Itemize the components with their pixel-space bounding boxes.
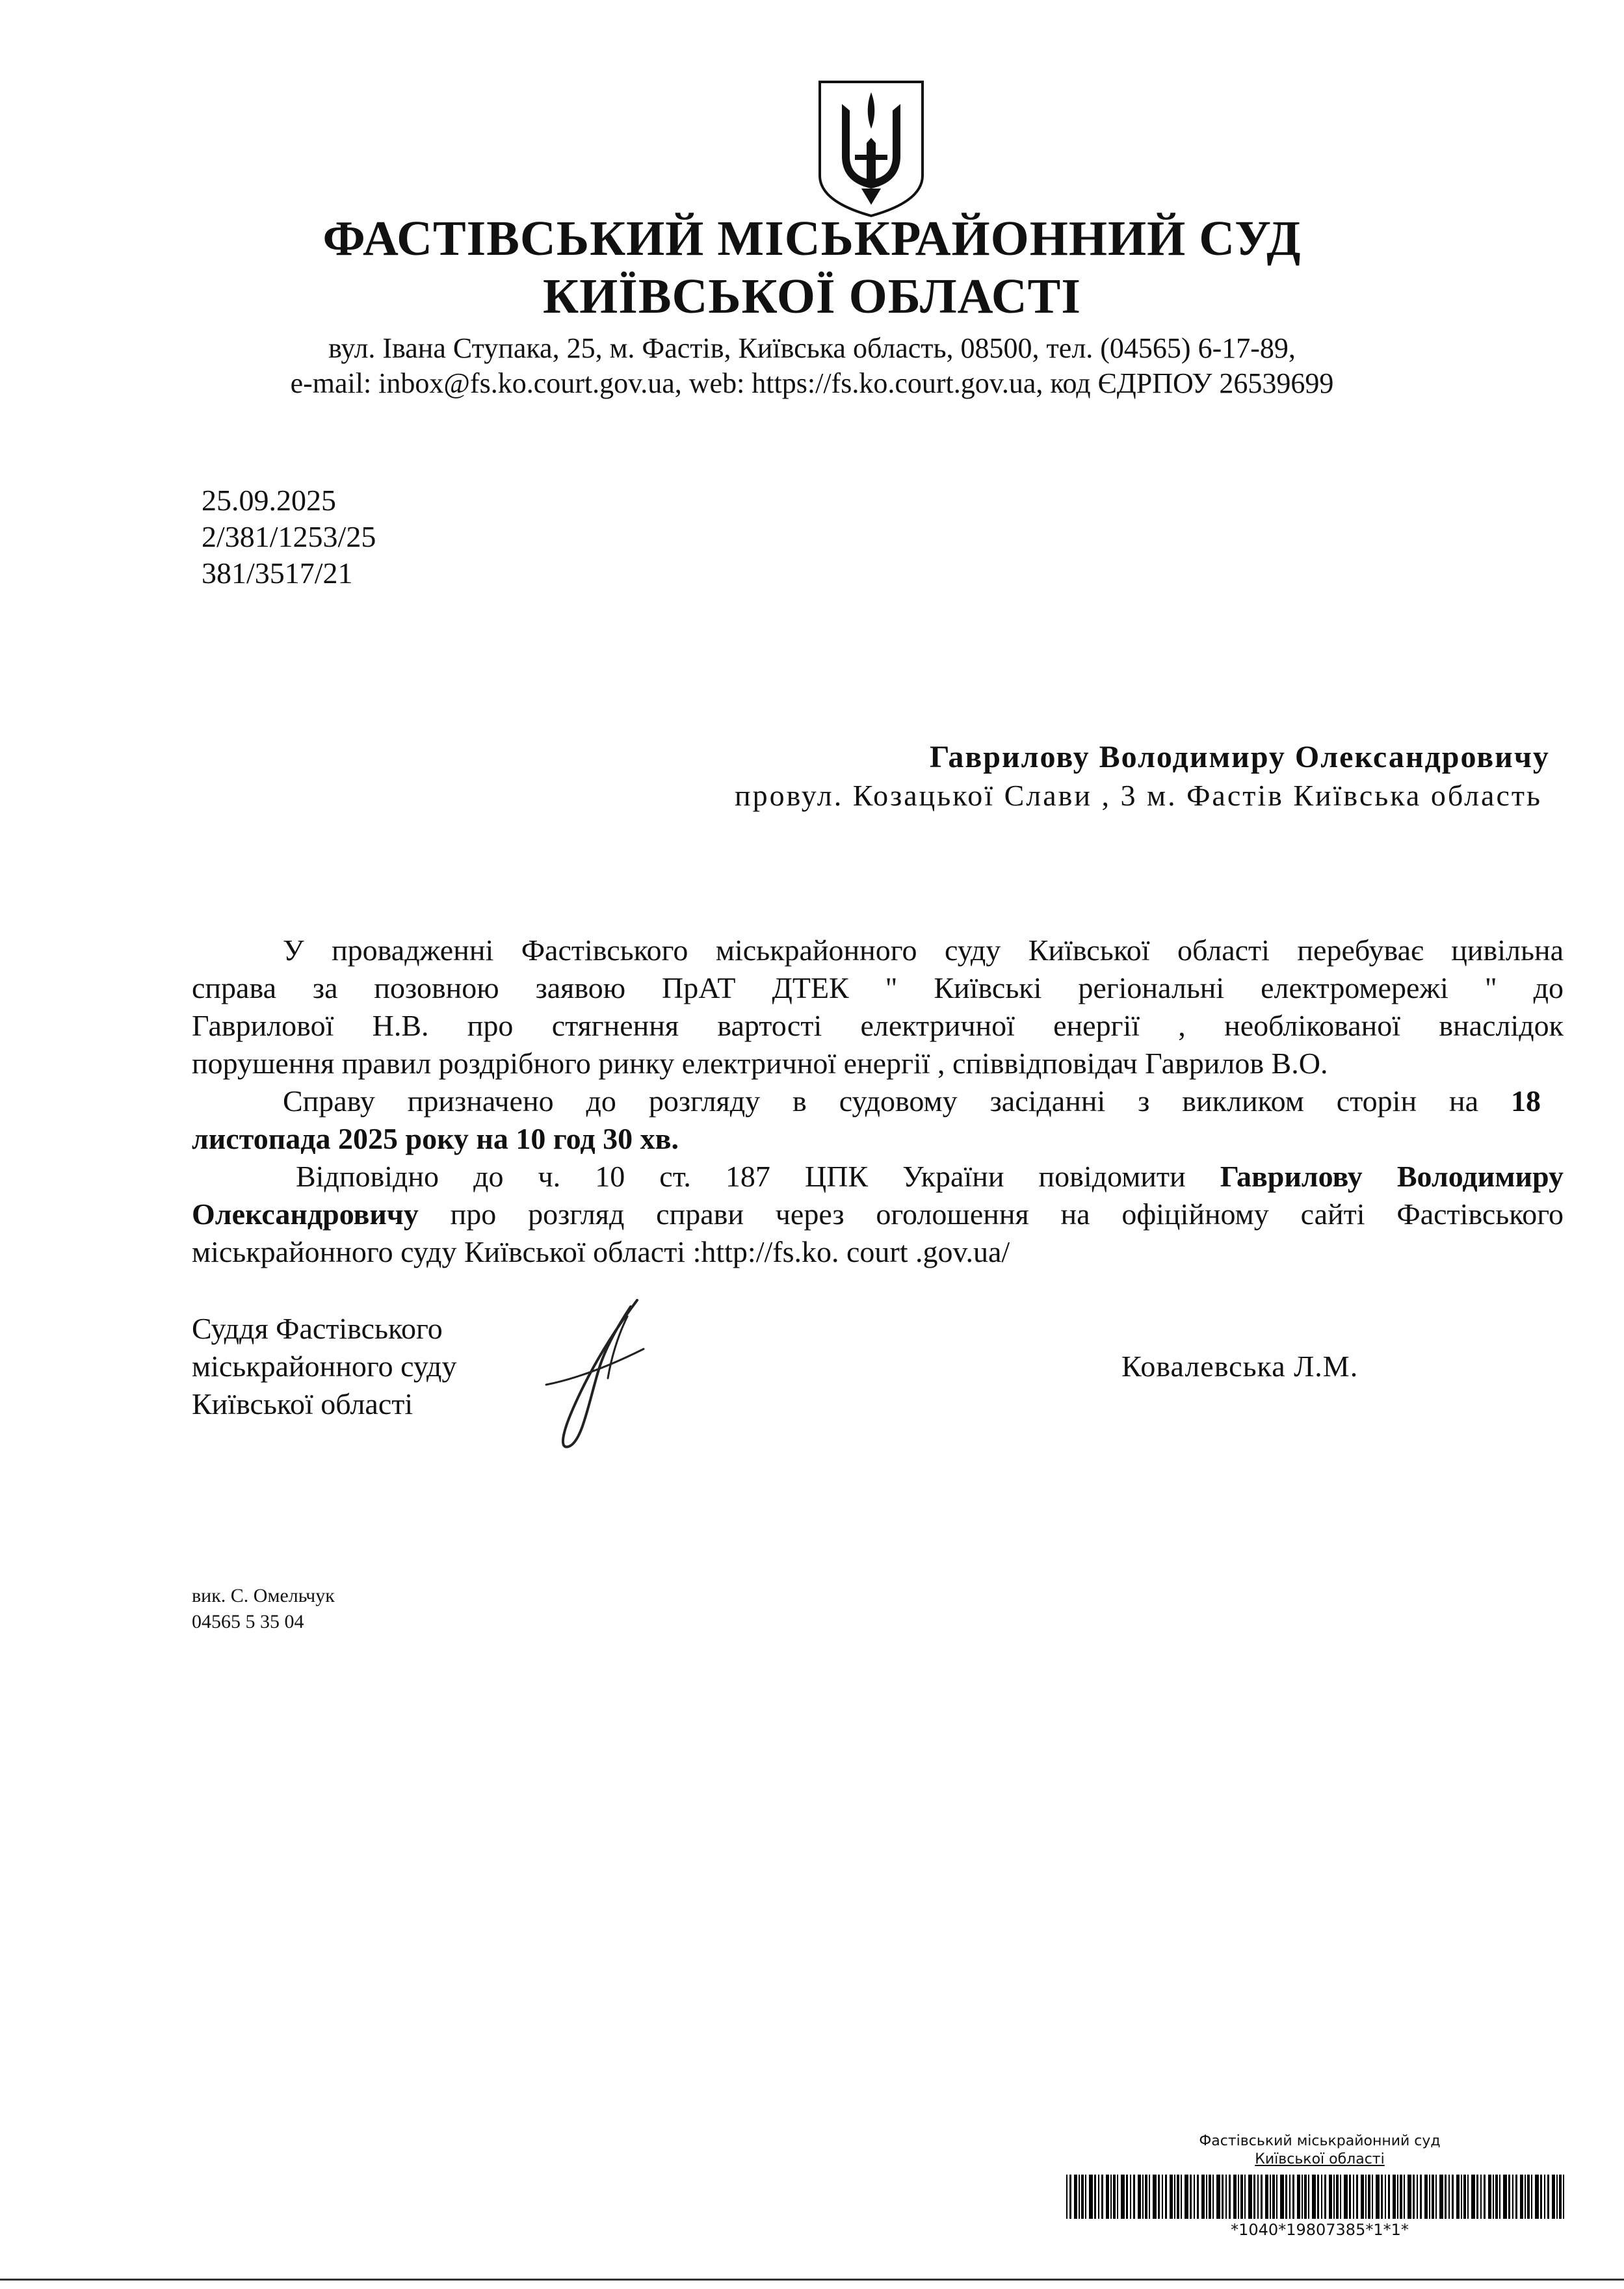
judge-title-line1: Суддя Фастівського — [192, 1312, 443, 1345]
executor-phone: 04565 5 35 04 — [192, 1611, 304, 1632]
paragraph-1-line-1: У провадженні Фастівського міськрайонного суду Київської області перебуває цивільна — [283, 934, 1564, 967]
court-contact-line1: вул. Івана Ступака, 25, м. Фастів, Київська область, 08500, тел. (04565) 6-17-89, — [328, 332, 1296, 364]
paragraph-2-line-1 — [283, 1082, 1541, 1120]
notice-announcement-text: про розгляд справи через оголошення на офіційному сайті Фастівського — [418, 1197, 1564, 1231]
barcode-caption-line1: Фастівський міськрайонний суд — [1199, 2133, 1441, 2149]
notice-name-part1: Гаврилову Володимиру — [1220, 1160, 1564, 1193]
judge-name: Ковалевська Л.М. — [1121, 1350, 1359, 1383]
paragraph-3-line-3: міськрайонного суду Київської області :http://fs.ko. court .gov.ua/ — [192, 1235, 1010, 1268]
handwritten-signature — [520, 1287, 663, 1456]
judge-title-line2: міськрайонного суду — [192, 1350, 457, 1383]
outgoing-number: 2/381/1253/25 — [202, 520, 376, 553]
judge-title-line3: Київської області — [192, 1387, 413, 1420]
court-name-line2: КИЇВСЬКОЇ ОБЛАСТІ — [543, 269, 1081, 324]
paragraph-1-line-3: Гаврилової Н.В. про стягнення вартості електричної енергії , необлікованої внаслідок — [192, 1009, 1564, 1042]
barcode-number: *1040*19807385*1*1* — [1231, 2221, 1409, 2239]
executor-name: вик. С. Омельчук — [192, 1585, 335, 1606]
judge-title-block — [192, 1310, 456, 1423]
paragraph-3-line-2 — [192, 1196, 1564, 1233]
paragraph-1-line-4: порушення правил роздрібного ринку електричної енергії , співвідповідач Гаврилов В.О. — [192, 1047, 1328, 1080]
hearing-day: 18 — [1511, 1084, 1541, 1118]
barcode-caption-line2: Київської області — [1255, 2151, 1385, 2167]
court-contact-line2: e-mail: inbox@fs.ko.court.gov.ua, web: https://fs.ko.court.gov.ua, код ЄДРПОУ 26539699 — [290, 367, 1334, 399]
paragraph-1-line-2: справа за позовною заявою ПрАТ ДТЕК " Київські регіональні електромережі " до — [192, 971, 1564, 1004]
barcode-image — [1066, 2175, 1567, 2219]
page-bottom-rule — [0, 2279, 1624, 2281]
paragraph-3-line-1 — [296, 1158, 1564, 1196]
case-number: 381/3517/21 — [202, 556, 353, 590]
hearing-date-time: листопада 2025 року на 10 год 30 хв. — [192, 1122, 679, 1155]
addressee-name: Гаврилову Володимиру Олександровичу — [930, 740, 1550, 774]
addressee-address: провул. Козацької Слави , 3 м. Фастів Київська область — [735, 779, 1542, 812]
hearing-intro-text: Справу призначено до розгляду в судовому засіданні з викликом сторін на — [283, 1084, 1479, 1118]
notice-name-part2: Олександровичу — [192, 1197, 419, 1231]
document-date: 25.09.2025 — [202, 484, 336, 517]
court-name-line1: ФАСТІВСЬКИЙ МІСЬКРАЙОННИЙ СУД — [322, 211, 1302, 266]
coat-of-arms-emblem — [816, 78, 926, 220]
notice-intro-text: Відповідно до ч. 10 ст. 187 ЦПК України повідомити — [296, 1160, 1186, 1193]
